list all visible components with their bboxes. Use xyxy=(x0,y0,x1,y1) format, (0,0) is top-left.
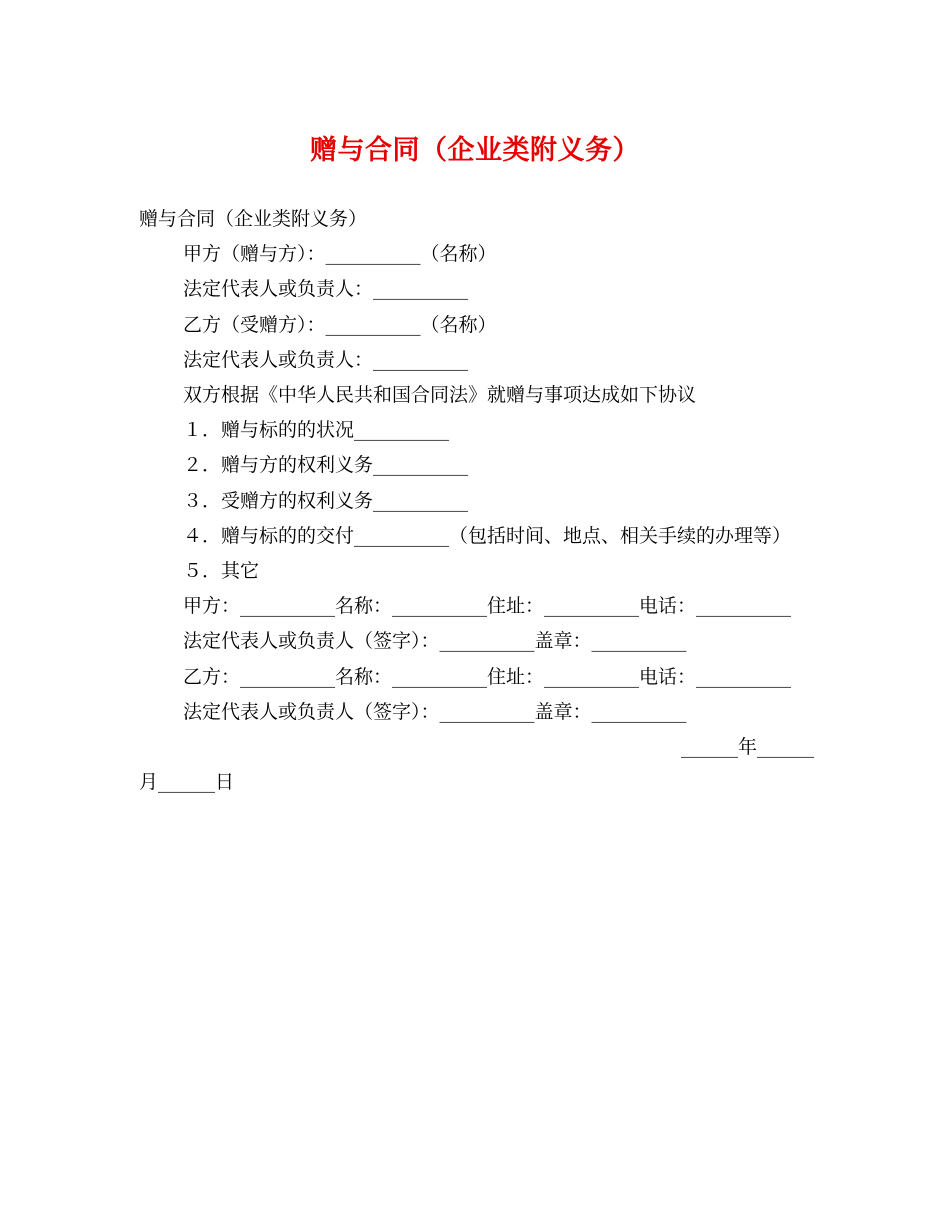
document-body xyxy=(139,202,814,800)
clause-4: ４．赠与标的的交付__________（包括时间、地点、相关手续的办理等） xyxy=(183,524,792,547)
party-a-representative: 法定代表人或负责人：__________ xyxy=(183,278,469,301)
date-year-line: ______年______ xyxy=(680,736,814,759)
party-b-representative: 法定代表人或负责人：__________ xyxy=(183,348,469,371)
party-b-signature-info: 乙方：__________名称：__________住址：__________电话：__________ xyxy=(183,665,792,688)
clause-3: ３．受赠方的权利义务__________ xyxy=(183,489,469,512)
party-b-signature-line: 法定代表人或负责人（签字）：__________盖章：__________ xyxy=(183,700,687,723)
clause-5: ５．其它 xyxy=(183,560,260,583)
clause-2: ２．赠与方的权利义务__________ xyxy=(183,454,469,477)
body-heading: 赠与合同（企业类附义务） xyxy=(139,208,368,230)
date-month-day-line: 月______日 xyxy=(139,771,235,794)
clause-1: １．赠与标的的状况__________ xyxy=(183,419,450,442)
party-a-line: 甲方（赠与方）：__________（名称） xyxy=(183,243,497,266)
document-title: 赠与合同（企业类附义务） xyxy=(310,135,640,166)
party-a-signature-line: 法定代表人或负责人（签字）：__________盖章：__________ xyxy=(183,630,687,653)
party-b-line: 乙方（受赠方）：__________（名称） xyxy=(183,313,497,336)
party-a-signature-info: 甲方：__________名称：__________住址：__________电话：__________ xyxy=(183,595,792,618)
agreement-intro: 双方根据《中华人民共和国合同法》就赠与事项达成如下协议 xyxy=(183,384,697,407)
